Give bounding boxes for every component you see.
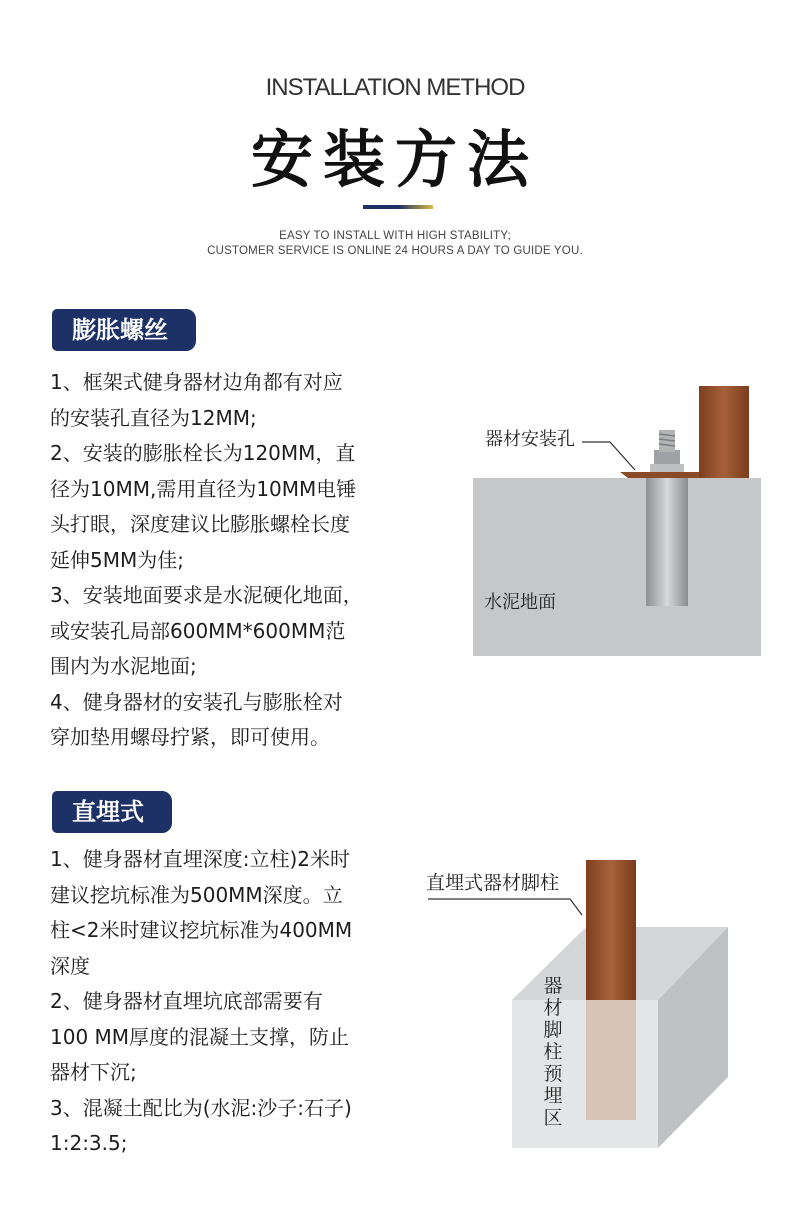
zone-char: 脚 <box>543 1019 563 1041</box>
block-front <box>512 1000 658 1148</box>
direct-burial-diagram <box>420 855 765 1155</box>
section1-line: 2、安装的膨胀栓长为120MM，直 <box>50 441 356 465</box>
zone-char: 器 <box>543 975 563 997</box>
section-badge-direct-burial: 直埋式 <box>52 791 164 833</box>
label-burial-post: 直埋式器材脚柱 <box>426 872 560 894</box>
section1-line: 4、健身器材的安装孔与膨胀栓对 <box>50 689 343 714</box>
section2-line: 建议挖坑标准为500MM深度。立 <box>50 882 343 907</box>
label-preburied-zone <box>542 975 564 1129</box>
section-badge-expansion-screw: 膨胀螺丝 <box>52 309 188 351</box>
section2-line: 深度 <box>50 953 90 978</box>
section1-line: 或安装孔局部600MM*600MM范 <box>50 618 346 643</box>
zone-char: 柱 <box>543 1041 563 1063</box>
expansion-bolt-diagram <box>470 380 765 665</box>
leader-line <box>582 442 635 470</box>
title-chinese: 安装方法 <box>250 123 539 196</box>
washer <box>650 464 684 472</box>
section1-line: 穿加垫用螺母拧紧，即可使用。 <box>50 725 330 749</box>
bolt-sleeve <box>646 478 688 606</box>
buried-zone <box>586 1000 636 1120</box>
section1-line: 的安装孔直径为12MM; <box>50 405 257 430</box>
section1-line: 头打眼，深度建议比膨胀螺栓长度 <box>50 512 350 536</box>
section1-line: 延伸5MM为佳; <box>50 547 184 572</box>
subtitle-line-1: EASY TO INSTALL WITH HIGH STABILITY; <box>279 230 511 242</box>
section2-text <box>50 842 352 1162</box>
subtitle-line-2: CUSTOMER SERVICE IS ONLINE 24 HOURS A DAY TO GUIDE YOU. <box>207 245 583 257</box>
section1-line: 围内为水泥地面; <box>50 654 197 678</box>
section2-line: 100 MM厚度的混凝土支撑，防止 <box>50 1024 350 1049</box>
leader-line <box>428 899 582 915</box>
concrete-ground <box>473 478 761 656</box>
section1-line: 径为10MM,需用直径为10MM电锤 <box>50 476 357 501</box>
section2-line: 柱<2米时建议挖坑标准为400MM <box>50 918 353 942</box>
title-underline <box>363 205 433 209</box>
section2-line: 器材下沉; <box>50 1060 137 1084</box>
buried-post <box>586 860 636 1000</box>
zone-char: 材 <box>543 997 563 1019</box>
title-english: INSTALLATION METHOD <box>265 74 525 101</box>
section1-text <box>50 365 363 756</box>
equipment-post <box>699 386 749 478</box>
section2-line: 3、混凝土配比为(水泥:沙子:石子) <box>50 1095 352 1120</box>
zone-char: 区 <box>543 1107 563 1129</box>
section2-line: 1、健身器材直埋深度:立柱)2米时 <box>50 847 350 871</box>
label-install-hole: 器材安装孔 <box>485 429 575 450</box>
label-cement-ground: 水泥地面 <box>484 592 556 613</box>
section1-line: 3、安装地面要求是水泥硬化地面， <box>50 583 363 607</box>
zone-char: 埋 <box>543 1085 563 1107</box>
nut <box>654 450 680 464</box>
zone-char: 预 <box>543 1063 563 1085</box>
section2-line: 1:2:3.5; <box>50 1131 128 1155</box>
section1-line: 1、框架式健身器材边角都有对应 <box>50 370 343 394</box>
section2-line: 2、健身器材直埋坑底部需要有 <box>50 989 323 1013</box>
